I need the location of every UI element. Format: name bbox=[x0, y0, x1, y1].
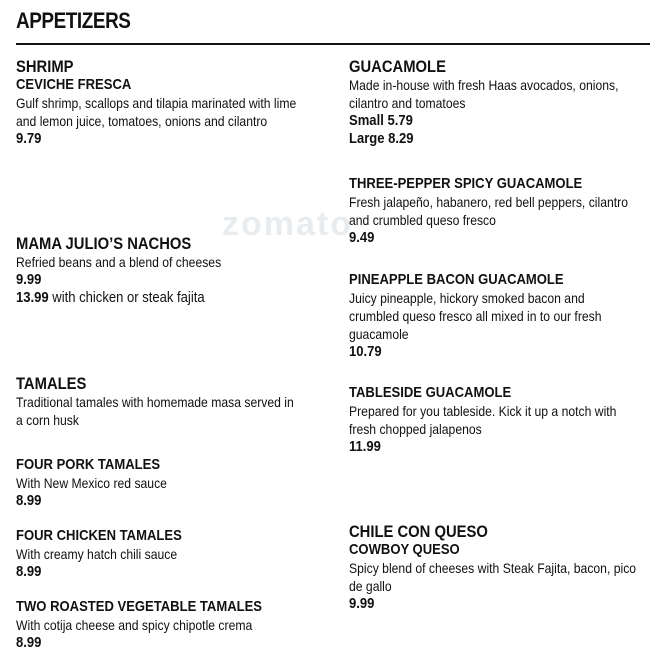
item-description: Made in-house with fresh Haas avocados, onions, cilantro and tomatoes bbox=[349, 77, 619, 111]
item-price: 8.99 bbox=[16, 564, 42, 580]
section-description: Traditional tamales with homemade masa served in a corn husk bbox=[16, 394, 294, 428]
item-price-alt bbox=[16, 289, 286, 307]
item-name: THREE-PEPPER SPICY GUACAMOLE bbox=[349, 175, 583, 192]
menu-item-guacamole bbox=[349, 58, 649, 148]
item-description: Gulf shrimp, scallops and tilapia marinated with lime and lemon juice, tomatoes, onions and cilantro bbox=[16, 95, 297, 129]
item-name: FOUR CHICKEN TAMALES bbox=[16, 527, 182, 544]
menu-item-pork-tamales bbox=[16, 456, 316, 510]
alt-price-note: with chicken or steak fajita bbox=[48, 290, 205, 306]
menu-item-pineapple-bacon bbox=[349, 271, 649, 361]
item-price-large: Large 8.29 bbox=[349, 131, 414, 147]
item-name: FOUR PORK TAMALES bbox=[16, 456, 161, 473]
menu-item-ceviche bbox=[16, 58, 316, 148]
section-heading-guacamole: GUACAMOLE bbox=[349, 57, 446, 76]
section-heading-tamales: TAMALES bbox=[16, 374, 87, 393]
item-description: With cotija cheese and spicy chipotle crema bbox=[16, 617, 253, 633]
item-price: 10.79 bbox=[349, 344, 382, 360]
item-price: 9.79 bbox=[16, 131, 42, 147]
item-description: Fresh jalapeño, habanero, red bell peppers, cilantro and crumbled queso fresco bbox=[349, 194, 628, 228]
menu-item-three-pepper bbox=[349, 175, 649, 247]
item-description: Spicy blend of cheeses with Steak Fajita, bacon, pico de gallo bbox=[349, 560, 637, 594]
menu-item-tableside bbox=[349, 384, 649, 456]
item-name: CEVICHE FRESCA bbox=[16, 76, 132, 93]
item-name: TWO ROASTED VEGETABLE TAMALES bbox=[16, 598, 263, 615]
item-price: 11.99 bbox=[349, 439, 381, 455]
section-heading-chile-con-queso: CHILE CON QUESO bbox=[349, 522, 488, 541]
item-name: MAMA JULIO’S NACHOS bbox=[16, 234, 192, 253]
item-price: 8.99 bbox=[16, 493, 42, 509]
section-heading-shrimp: SHRIMP bbox=[16, 57, 74, 76]
section-tamales bbox=[16, 375, 316, 429]
item-description: Prepared for you tableside. Kick it up a notch with fresh chopped jalapenos bbox=[349, 403, 617, 437]
item-description: With creamy hatch chili sauce bbox=[16, 546, 178, 562]
item-price: 9.99 bbox=[349, 596, 375, 612]
item-name: COWBOY QUESO bbox=[349, 541, 460, 558]
menu-item-veg-tamales bbox=[16, 598, 316, 652]
watermark: zomato bbox=[222, 205, 353, 243]
item-price: 8.99 bbox=[16, 635, 42, 651]
item-name: TABLESIDE GUACAMOLE bbox=[349, 384, 512, 401]
item-price-small: Small 5.79 bbox=[349, 113, 413, 129]
item-description: Refried beans and a blend of cheeses bbox=[16, 254, 222, 270]
item-description: With New Mexico red sauce bbox=[16, 475, 167, 491]
menu-item-chicken-tamales bbox=[16, 527, 316, 581]
menu-item-cowboy-queso bbox=[349, 523, 649, 613]
item-price: 9.99 bbox=[16, 272, 42, 288]
item-description: Juicy pineapple, hickory smoked bacon and crumbled queso fresco all mixed in to our fresh guacamole bbox=[349, 290, 602, 342]
alt-price: 13.99 bbox=[16, 290, 49, 306]
page-title: APPETIZERS bbox=[16, 8, 131, 33]
menu-item-nachos bbox=[16, 235, 316, 307]
item-price: 9.49 bbox=[349, 230, 375, 246]
title-divider bbox=[16, 43, 650, 45]
item-name: PINEAPPLE BACON GUACAMOLE bbox=[349, 271, 564, 288]
